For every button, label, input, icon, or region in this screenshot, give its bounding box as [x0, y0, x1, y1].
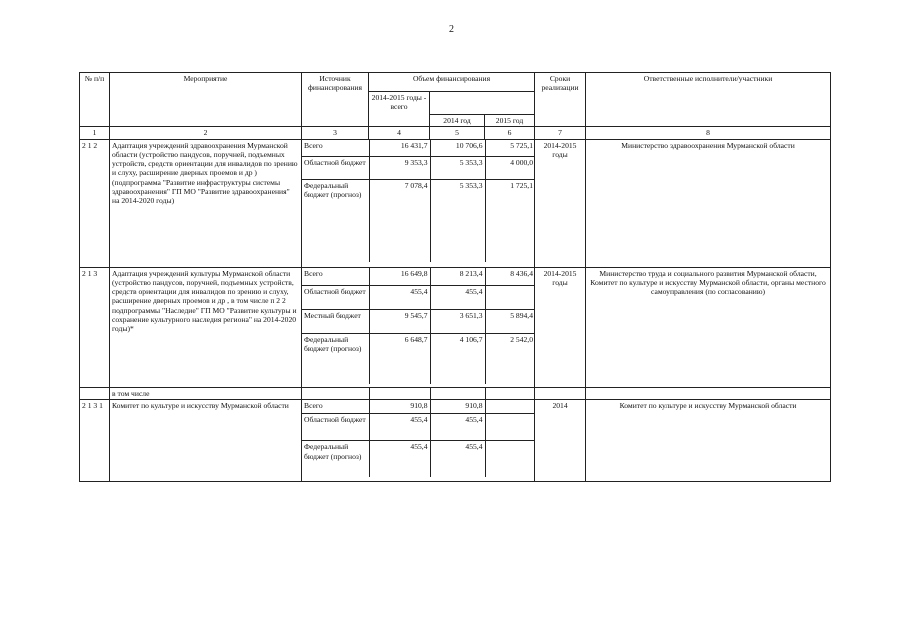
column-number: 1 [80, 127, 110, 139]
column-number: 7 [535, 127, 586, 139]
financing-src: Областной бюджет [302, 286, 369, 310]
financing-total: 9 353,3 [369, 157, 430, 180]
row-number: 2 1 2 [80, 139, 110, 267]
financing-src: Федеральный бюджет (прогноз) [304, 442, 362, 461]
financing-cell [302, 399, 535, 481]
financing-cell [302, 139, 535, 267]
row-number: 2 1 3 [80, 267, 110, 387]
financing-y2014 [430, 388, 485, 399]
row-responsible: Министерство труда и социального развития Мурманской области, Комитет по культуре и искусству Мурманской области, органы местного самоуправления (по согласованию) [586, 267, 831, 387]
financing-total: 455,4 [369, 441, 430, 477]
financing-y2015: 5 894,4 [485, 310, 535, 334]
financing-y2015 [485, 286, 535, 310]
financing-y2014: 5 353,3 [430, 157, 485, 180]
financing-y2015: 4 000,0 [485, 157, 535, 180]
header-2014: 2014 год [430, 115, 485, 127]
financing-y2014: 455,4 [430, 286, 485, 310]
financing-y2014: 4 106,7 [430, 334, 485, 384]
financing-total: 16 649,8 [369, 268, 430, 286]
financing-total: 910,8 [369, 400, 430, 414]
row-responsible: Комитет по культуре и искусству Мурманской области [586, 399, 831, 481]
row-number: 2 1 3 1 [80, 399, 110, 481]
header-terms: Сроки реализации [535, 73, 586, 127]
financing-y2015 [485, 441, 535, 477]
financing-total: 455,4 [369, 286, 430, 310]
row-event: в том числе [110, 387, 302, 399]
row-responsible [586, 387, 831, 399]
financing-y2015 [485, 414, 535, 441]
column-number: 2 [110, 127, 302, 139]
financing-total: 7 078,4 [369, 180, 430, 262]
row-terms [535, 387, 586, 399]
financing-src [302, 388, 369, 399]
financing-row [302, 441, 535, 477]
financing-row [302, 388, 535, 399]
financing-total: 455,4 [369, 414, 430, 441]
row-terms: 2014 [535, 399, 586, 481]
row-number [80, 387, 110, 399]
table-row [80, 139, 831, 267]
financing-row [302, 157, 535, 180]
financing-row [302, 334, 535, 384]
row-responsible: Министерство здравоохранения Мурманской области [586, 139, 831, 267]
financing-cell [302, 387, 535, 399]
page-number: 2 [449, 24, 454, 35]
financing-cell [302, 267, 535, 387]
table-row [80, 399, 831, 481]
financing-total: 6 648,7 [369, 334, 430, 384]
header-responsible: Ответственные исполнители/участники [586, 73, 831, 127]
header-num: № п/п [80, 73, 110, 127]
column-number: 5 [430, 127, 485, 139]
column-number-row [80, 127, 831, 139]
financing-total: 16 431,7 [369, 140, 430, 157]
financing-y2015 [485, 400, 535, 414]
financing-row [302, 268, 535, 286]
financing-src: Федеральный бюджет (прогноз) [304, 335, 362, 354]
financing-y2014: 10 706,6 [430, 140, 485, 157]
financing-row [302, 310, 535, 334]
financing-y2015: 5 725,1 [485, 140, 535, 157]
financing-y2015: 2 542,0 [485, 334, 535, 384]
row-event: Адаптация учреждений культуры Мурманской области (устройство пандусов, поручней, подъемных устройств, средств ориентации для инвалидов по зрению и слуху, расширение дверных проемов и др , в том числе п 2 2 подпрограммы "Наследие" ГП МО "Развитие культуры и сохранение культурного наследия региона" на 2014-2020 годы)* [110, 267, 302, 387]
row-terms: 2014-2015 годы [535, 267, 586, 387]
financing-y2014: 5 353,3 [430, 180, 485, 262]
financing-src: Областной бюджет [302, 414, 369, 441]
financing-row [302, 140, 535, 157]
financing-src: Местный бюджет [302, 310, 369, 334]
column-number: 3 [302, 127, 369, 139]
financing-row [302, 180, 535, 262]
financing-y2014: 455,4 [430, 414, 485, 441]
financing-src: Областной бюджет [302, 157, 369, 180]
header-2015: 2015 год [485, 115, 535, 127]
header-volume: Объем финансирования [369, 73, 535, 92]
financing-y2014: 3 651,3 [430, 310, 485, 334]
financing-src: Всего [302, 400, 369, 414]
row-terms: 2014-2015 годы [535, 139, 586, 267]
header-event: Мероприятие [110, 73, 302, 127]
table-row [80, 387, 831, 399]
financing-row [302, 400, 535, 414]
column-number: 8 [586, 127, 831, 139]
financing-y2014: 8 213,4 [430, 268, 485, 286]
financing-src: Всего [302, 140, 369, 157]
financing-y2015: 8 436,4 [485, 268, 535, 286]
financing-total [369, 388, 430, 399]
financing-row [302, 414, 535, 441]
financing-y2014: 455,4 [430, 441, 485, 477]
financing-y2015: 1 725,1 [485, 180, 535, 262]
financing-table [79, 72, 831, 482]
financing-y2015 [485, 388, 535, 399]
table-row [80, 267, 831, 387]
header-total: 2014-2015 годы - всего [369, 92, 430, 127]
financing-y2014: 910,8 [430, 400, 485, 414]
row-event: Комитет по культуре и искусству Мурманской области [110, 399, 302, 481]
financing-total: 9 545,7 [369, 310, 430, 334]
financing-src: Всего [302, 268, 369, 286]
financing-row [302, 286, 535, 310]
financing-src: Федеральный бюджет (прогноз) [304, 181, 362, 200]
header-source: Источник финансирования [302, 73, 369, 127]
column-number: 4 [369, 127, 430, 139]
row-event: Адаптация учреждений здравоохранения Мурманской области (устройство пандусов, поручней, подъемных устройств, средств ориентации для инвалидов по зрению и слуху, расширение дверных проемов и др ) (подпрограмма "Развитие инфраструктуры системы здравоохранения" ГП МО "Развитие здравоохранения" на 2014-2020 годы) [110, 139, 302, 267]
column-number: 6 [485, 127, 535, 139]
header-years-spacer [430, 92, 535, 115]
